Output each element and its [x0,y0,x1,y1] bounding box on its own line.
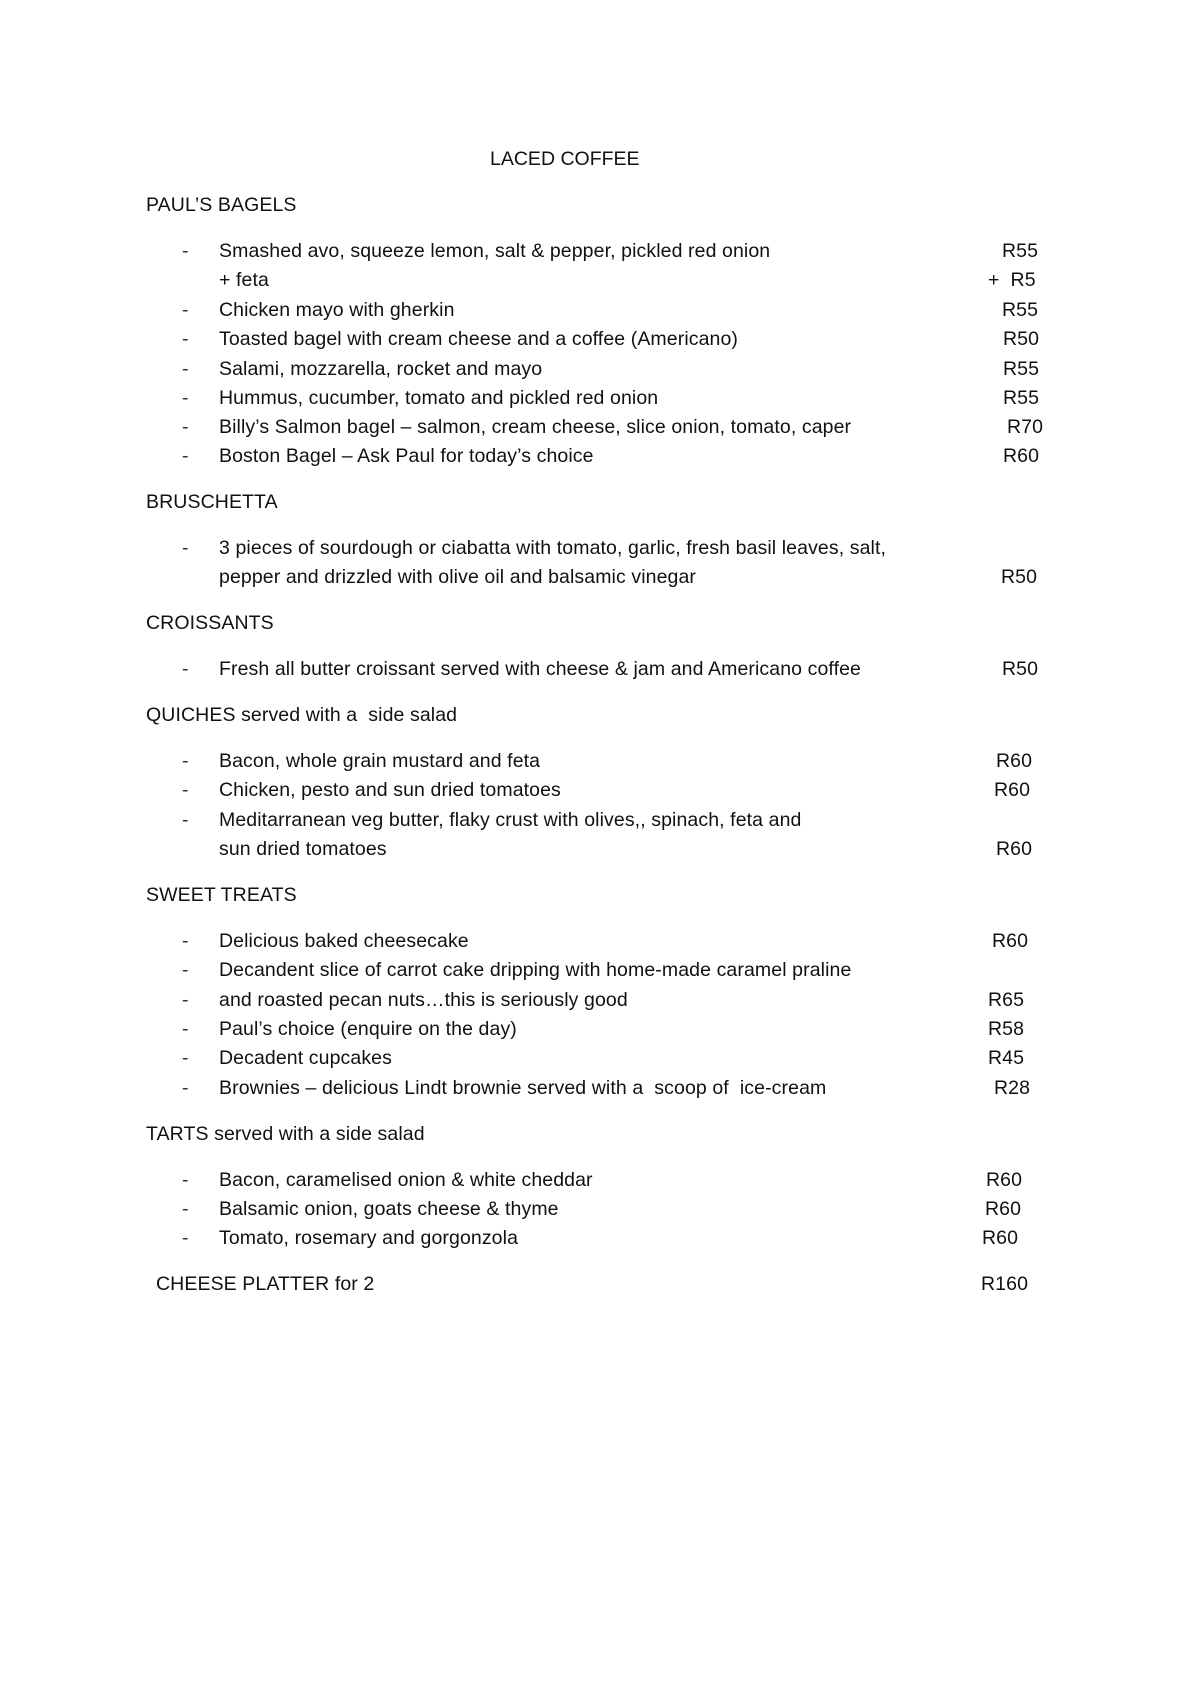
menu-item-price: R45 [988,1047,1025,1069]
menu-item-price: R60 [996,750,1033,772]
menu-item-price: R55 [1002,240,1039,262]
menu-title: LACED COFFEE [490,148,640,170]
list-dash: - [182,1077,189,1099]
list-dash: - [182,299,189,321]
menu-item-text: Fresh all butter croissant served with cheese & jam and Americano coffee [219,658,861,680]
menu-item-price: R60 [994,779,1031,801]
menu-item-text: Meditarranean veg butter, flaky crust with olives,, spinach, feta and [219,809,802,831]
menu-item-text: Boston Bagel – Ask Paul for today’s choice [219,445,594,467]
menu-item-price: R60 [996,838,1033,860]
list-dash: - [182,1047,189,1069]
section-heading-croissants: CROISSANTS [146,612,274,634]
list-dash: - [182,658,189,680]
menu-item-price: R28 [994,1077,1031,1099]
list-dash: - [182,445,189,467]
list-dash: - [182,750,189,772]
menu-item-text: 3 pieces of sourdough or ciabatta with tomato, garlic, fresh basil leaves, salt, [219,537,887,559]
list-dash: - [182,537,189,559]
list-dash: - [182,959,189,981]
menu-item-text: + feta [219,269,269,291]
list-dash: - [182,930,189,952]
section-heading-bruschetta: BRUSCHETTA [146,491,278,513]
menu-item-text: Decandent slice of carrot cake dripping with home-made caramel praline [219,959,852,981]
menu-item-price: R50 [1002,658,1039,680]
section-heading-quiches: QUICHES served with a side salad [146,704,458,726]
menu-item-text: Paul’s choice (enquire on the day) [219,1018,517,1040]
menu-item-text: Toasted bagel with cream cheese and a coffee (Americano) [219,328,739,350]
menu-item-text: Chicken, pesto and sun dried tomatoes [219,779,561,801]
menu-item-price: R55 [1003,358,1040,380]
list-dash: - [182,1198,189,1220]
menu-item-text: Tomato, rosemary and gorgonzola [219,1227,519,1249]
list-dash: - [182,240,189,262]
menu-item-price: R58 [988,1018,1025,1040]
menu-item-text: Delicious baked cheesecake [219,930,469,952]
list-dash: - [182,1018,189,1040]
menu-item-price: R60 [986,1169,1023,1191]
menu-item-price: R70 [1007,416,1044,438]
menu-item-price: R65 [988,989,1025,1011]
menu-item-price: R60 [982,1227,1019,1249]
menu-item-text: Billy’s Salmon bagel – salmon, cream cheese, slice onion, tomato, caper [219,416,852,438]
list-dash: - [182,989,189,1011]
list-dash: - [182,1169,189,1191]
menu-item-price: R55 [1002,299,1039,321]
menu-item-text: Decadent cupcakes [219,1047,392,1069]
menu-item-text-continued: pepper and drizzled with olive oil and balsamic vinegar [219,566,697,588]
menu-item-price: R60 [1003,445,1040,467]
menu-item-text: Brownies – delicious Lindt brownie served with a scoop of ice-cream [219,1077,827,1099]
menu-item-text: Salami, mozzarella, rocket and mayo [219,358,543,380]
list-dash: - [182,1227,189,1249]
menu-item-text: and roasted pecan nuts…this is seriously good [219,989,628,1011]
menu-item-text: Bacon, caramelised onion & white cheddar [219,1169,593,1191]
menu-item-price: R55 [1003,387,1040,409]
list-dash: - [182,358,189,380]
menu-item-text: Hummus, cucumber, tomato and pickled red onion [219,387,659,409]
section-heading-bagels: PAUL’S BAGELS [146,194,297,216]
menu-item-price: R60 [992,930,1029,952]
list-dash: - [182,809,189,831]
menu-item-text-continued: sun dried tomatoes [219,838,387,860]
list-dash: - [182,779,189,801]
menu-item-text: Smashed avo, squeeze lemon, salt & pepper, pickled red onion [219,240,771,262]
menu-item-price: R50 [1003,328,1040,350]
section-heading-tarts: TARTS served with a side salad [146,1123,425,1145]
platter-label: CHEESE PLATTER for 2 [156,1273,375,1295]
list-dash: - [182,387,189,409]
menu-item-text: Chicken mayo with gherkin [219,299,455,321]
platter-price: R160 [981,1273,1029,1295]
menu-item-price: R60 [985,1198,1022,1220]
menu-item-text: Balsamic onion, goats cheese & thyme [219,1198,559,1220]
menu-item-price: + R5 [988,269,1036,291]
menu-item-text: Bacon, whole grain mustard and feta [219,750,541,772]
menu-item-price: R50 [1001,566,1038,588]
list-dash: - [182,328,189,350]
list-dash: - [182,416,189,438]
section-heading-sweet-treats: SWEET TREATS [146,884,297,906]
